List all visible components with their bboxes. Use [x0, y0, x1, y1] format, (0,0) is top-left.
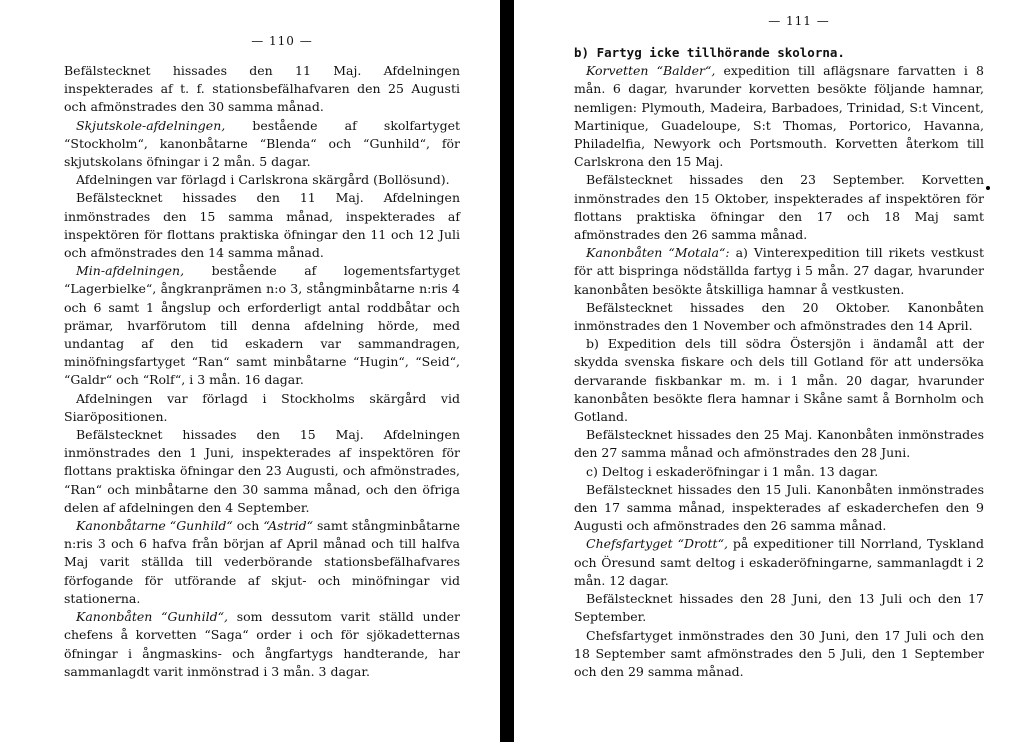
right-paragraph-11: [574, 627, 984, 682]
paragraph-text: Befälstecknet hissades den 25 Maj. Kanonbåten inmönstrades den 27 samma månad och afmönstrades den 28 Juni.: [574, 427, 984, 461]
paragraph-text: på expeditioner till Norrland, Tyskland och Öresund samt deltog i eskaderöfningarne, sammanlagdt i 2 mån. 12 dagar.: [574, 536, 984, 588]
left-paragraph-2: [64, 117, 460, 172]
left-paragraph-4: [64, 189, 460, 262]
paragraph-text: Befälstecknet hissades den 11 Maj. Afdelningen inmönstrades den 15 samma månad, inspekterades af inspektören för flottans praktiska öfningar den 11 och 12 Juli och afmönstrades den 14 samma månad.: [64, 190, 460, 261]
paragraph-text: Chefsfartyget inmönstrades den 30 Juni, den 17 Juli och den 18 September samt afmönstrades den 5 Juli, den 1 September och den 29 samma månad.: [574, 627, 984, 679]
right-paragraph-4: [574, 299, 984, 335]
paragraph-text: Befälstecknet hissades den 11 Maj. Afdelningen inspekterades af t. f. stationsbefälhafvaren den 25 Augusti och afmönstrades den 30 samma månad.: [64, 63, 460, 115]
left-paragraph-7: [64, 426, 460, 517]
section-lead: Kanonbåtarne “Gunhild“: [76, 518, 233, 534]
section-lead-second: “Astrid“: [263, 518, 313, 534]
paragraph-text: a) Vinterexpedition till rikets vestkust för att bispringa nödställda fartyg i 5 mån. 27 dagar, hvarunder kanonbåten besökte åtskilliga hamnar å vestkusten.: [574, 245, 984, 297]
paragraph-text: som dessutom varit ställd under chefens å korvetten “Saga“ order i och för sjökadetternas öfningar i ångmaskins- och ångfartygs handterande, har sammanlagdt varit inmönstrad i 3 mån. 3 dagar.: [64, 609, 460, 679]
paragraph-text: Befälstecknet hissades den 15 Maj. Afdelningen inmönstrades den 1 Juni, inspekterades af inspektören för flottans praktiska öfningar den 23 Augusti, och afmönstrades, “Ran“ och minbåtarne den 30 samma månad, och den öfriga delen af afdelningen den 4 September.: [64, 427, 460, 515]
section-lead: Min-afdelningen,: [76, 263, 185, 279]
paragraph-text: Befälstecknet hissades den 28 Juni, den 13 Juli och den 17 September.: [574, 591, 984, 625]
section-lead: Kanonbåten “Motala“:: [586, 245, 730, 261]
left-paragraph-1: [64, 62, 460, 117]
right-paragraph-6: [574, 426, 984, 462]
left-paragraph-5: [64, 262, 460, 389]
right-paragraph-1: [574, 62, 984, 171]
section-lead: Skjutskole-afdelningen,: [76, 117, 226, 133]
section-lead: Chefsfartyget “Drott“,: [586, 536, 728, 552]
paragraph-text: Befälstecknet hissades den 20 Oktober. Kanonbåten inmönstrades den 1 November och afmönstrades den 14 April.: [574, 299, 984, 334]
paragraph-text: bestående af logementsfartyget “Lagerbielke“, ångkranprämen n:o 3, stångminbåtarne n:ris 4 och 6 samt 1 ångslup och erforderligt antal roddbåtar och prämar, hvarförutom till denna afdelning hörde, med undantag af den tid eskadern var sammandragen, minöfningsfartyget “Ran“ samt minbåtarne “Hugin“, “Seid“, “Galdr“ och “Rolf“, i 3 mån. 16 dagar.: [64, 263, 460, 388]
right-paragraph-7: [574, 463, 984, 481]
page-number-left: — 110 —: [251, 34, 313, 48]
paragraph-text: samt stångminbåtarne n:ris 3 och 6 hafva från början af April månad och till halfva Maj varit ställda till vederbörande stationsbefälhafvares förfogande för utförande af skjut- och minöfningar vid stationerna.: [64, 518, 460, 606]
section-lead: Korvetten “Balder“,: [586, 63, 716, 79]
section-lead: Kanonbåten “Gunhild“,: [76, 609, 228, 625]
left-page: [0, 0, 500, 742]
right-page: [514, 0, 1024, 742]
page-number-right: — 111 —: [768, 14, 830, 28]
paragraph-text: expedition till aflägsnare farvatten i 8 mån. 6 dagar, hvarunder korvetten besökte följande hamnar, nemligen: Plymouth, Madeira, Barbadoes, Trinidad, S:t Vincent, Martinique, Guadeloupe, S:t Thomas, Portorico, Havanna, Philadelfia, Newyork och Portsmouth. Korvetten återkom till Carlskrona den 15 Maj.: [574, 63, 984, 170]
left-paragraph-9: [64, 608, 460, 681]
right-paragraph-9: [574, 535, 984, 590]
left-paragraph-6: [64, 390, 460, 426]
paragraph-text: c) Deltog i eskaderöfningar i 1 mån. 13 dagar.: [586, 463, 879, 479]
paragraph-joiner: och: [232, 518, 264, 534]
left-paragraph-8: [64, 517, 460, 608]
ink-speck: [986, 186, 990, 190]
paragraph-text: Befälstecknet hissades den 23 September. Korvetten inmönstrades den 15 Oktober, inspekterades af inspektören för flottans praktiska öfningar den 17 och 18 Maj samt afmönstrades den 26 samma månad.: [574, 172, 984, 243]
paragraph-text: Afdelningen var förlagd i Stockholms skärgård vid Siaröpositionen.: [64, 390, 460, 424]
right-paragraph-3: [574, 244, 984, 299]
left-paragraph-3: [64, 171, 460, 189]
right-paragraph-2: [574, 171, 984, 244]
right-paragraph-10: [574, 590, 984, 626]
section-heading: b) Fartyg icke tillhörande skolorna.: [574, 45, 845, 60]
paragraph-text: b) Expedition dels till södra Östersjön i ändamål att der skydda svenska fiskare och dels till Gotland för att undersöka dervarande fiskbankar m. m. i 1 mån. 20 dagar, hvarunder kanonbåten besökte flera hamnar i Skåne samt å Bornholm och Gotland.: [574, 336, 984, 425]
paragraph-text: Afdelningen var förlagd i Carlskrona skärgård (Bollösund).: [76, 172, 450, 188]
paragraph-text: bestående af skolfartyget “Stockholm“, kanonbåtarne “Blenda“ och “Gunhild“, för skjutskolans öfningar i 2 mån. 5 dagar.: [64, 117, 460, 170]
right-paragraph-8: [574, 481, 984, 536]
right-paragraph-5: [574, 335, 984, 426]
paragraph-text: Befälstecknet hissades den 15 Juli. Kanonbåten inmönstrades den 17 samma månad, inspekterades af eskaderchefen den 9 Augusti och afmönstrades den 26 samma månad.: [574, 481, 984, 534]
